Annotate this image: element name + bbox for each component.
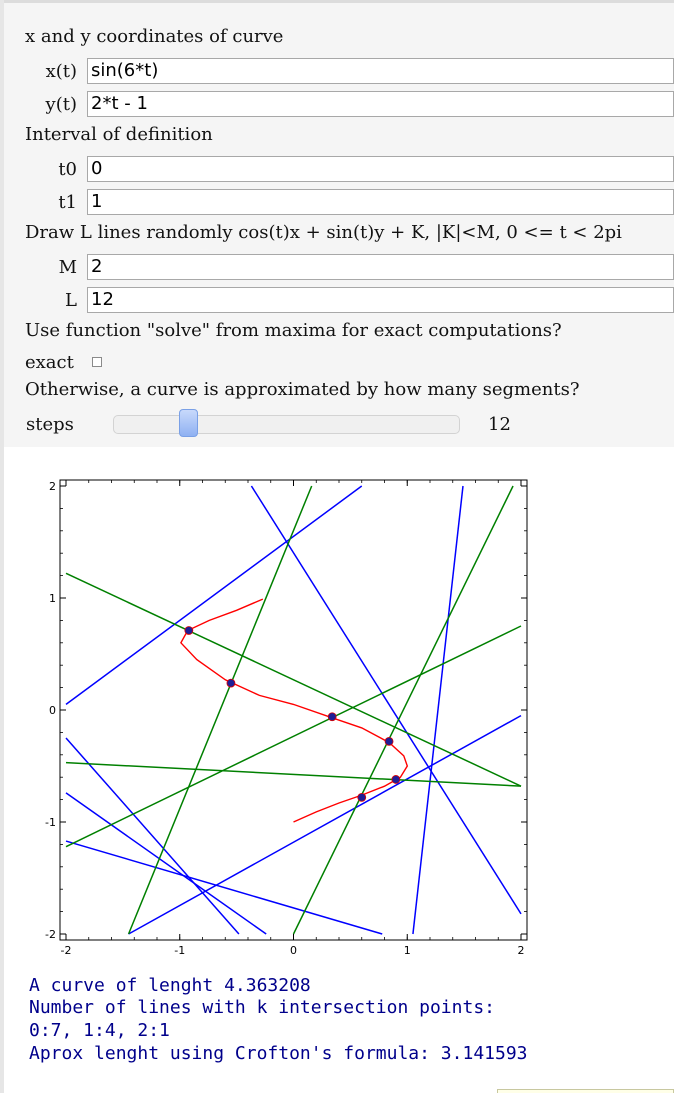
L-label: L: [65, 290, 77, 311]
intersection-point-4: [385, 737, 393, 745]
intersection-point-3: [328, 713, 336, 721]
output-intersection-counts: 0:7, 1:4, 2:1: [29, 1020, 170, 1041]
axis-ticks: [60, 480, 527, 940]
y-tick-label: -1: [45, 816, 56, 829]
heading-solve: Use function "solve" from maxima for exact computations?: [25, 320, 562, 341]
random-line-9: [66, 573, 521, 786]
y-label: y(t): [45, 94, 77, 115]
y-tick-label: -2: [45, 928, 56, 941]
steps-label: steps: [26, 414, 74, 435]
y-tick-label: 1: [49, 592, 56, 605]
y-input[interactable]: 2*t - 1: [87, 91, 674, 117]
M-input[interactable]: 2: [87, 254, 674, 280]
random-line-11: [66, 763, 521, 787]
output-crofton-length: Aprox lenght using Crofton's formula: 3.141593: [29, 1043, 528, 1064]
heading-lines: Draw L lines randomly cos(t)x + sin(t)y + K, |K|<M, 0 <= t < 2pi: [25, 222, 622, 243]
random-lines: [66, 486, 521, 934]
intersection-point-5: [392, 775, 400, 783]
heading-interval: Interval of definition: [25, 124, 213, 145]
steps-slider-track[interactable]: [113, 415, 460, 434]
x-label: x(t): [45, 61, 77, 82]
x-tick-label: 1: [403, 944, 411, 957]
t1-label: t1: [58, 192, 77, 213]
random-line-3: [413, 486, 463, 934]
output-length: A curve of lenght 4.363208: [29, 975, 311, 996]
t1-input[interactable]: 1: [87, 189, 674, 215]
L-input[interactable]: 12: [87, 287, 674, 313]
intersection-point-6: [358, 793, 366, 801]
t0-input[interactable]: 0: [87, 156, 674, 182]
random-line-2: [251, 486, 521, 914]
steps-value: 12: [488, 414, 511, 435]
crofton-plot: [26, 447, 546, 967]
corner-box: [497, 1089, 674, 1093]
curve-group: [181, 599, 407, 822]
intersection-point-2: [227, 679, 235, 687]
intersection-point-1: [185, 626, 193, 634]
heading-steps: Otherwise, a curve is approximated by how many segments?: [25, 379, 580, 400]
t0-label: t0: [58, 159, 77, 180]
exact-checkbox[interactable]: [92, 357, 102, 367]
exact-label: exact: [25, 352, 74, 373]
heading-coordinates: x and y coordinates of curve: [25, 26, 284, 47]
random-line-10: [66, 626, 521, 847]
random-line-7: [66, 841, 382, 934]
x-tick-label: 2: [517, 944, 525, 957]
output-intersections-heading: Number of lines with k intersection points:: [29, 997, 495, 1018]
x-tick-label: -2: [60, 944, 72, 957]
random-line-8: [129, 486, 312, 934]
x-tick-label: -1: [174, 944, 186, 957]
parametric-curve: [181, 599, 407, 822]
axes-frame: [60, 480, 527, 940]
y-tick-label: 2: [49, 480, 56, 493]
steps-slider-handle[interactable]: [179, 409, 198, 437]
x-input[interactable]: sin(6*t): [87, 58, 674, 84]
x-tick-label: 0: [290, 944, 297, 957]
random-line-4: [129, 716, 521, 934]
random-line-12: [294, 486, 514, 934]
y-tick-label: 0: [49, 704, 56, 717]
M-label: M: [58, 257, 77, 278]
